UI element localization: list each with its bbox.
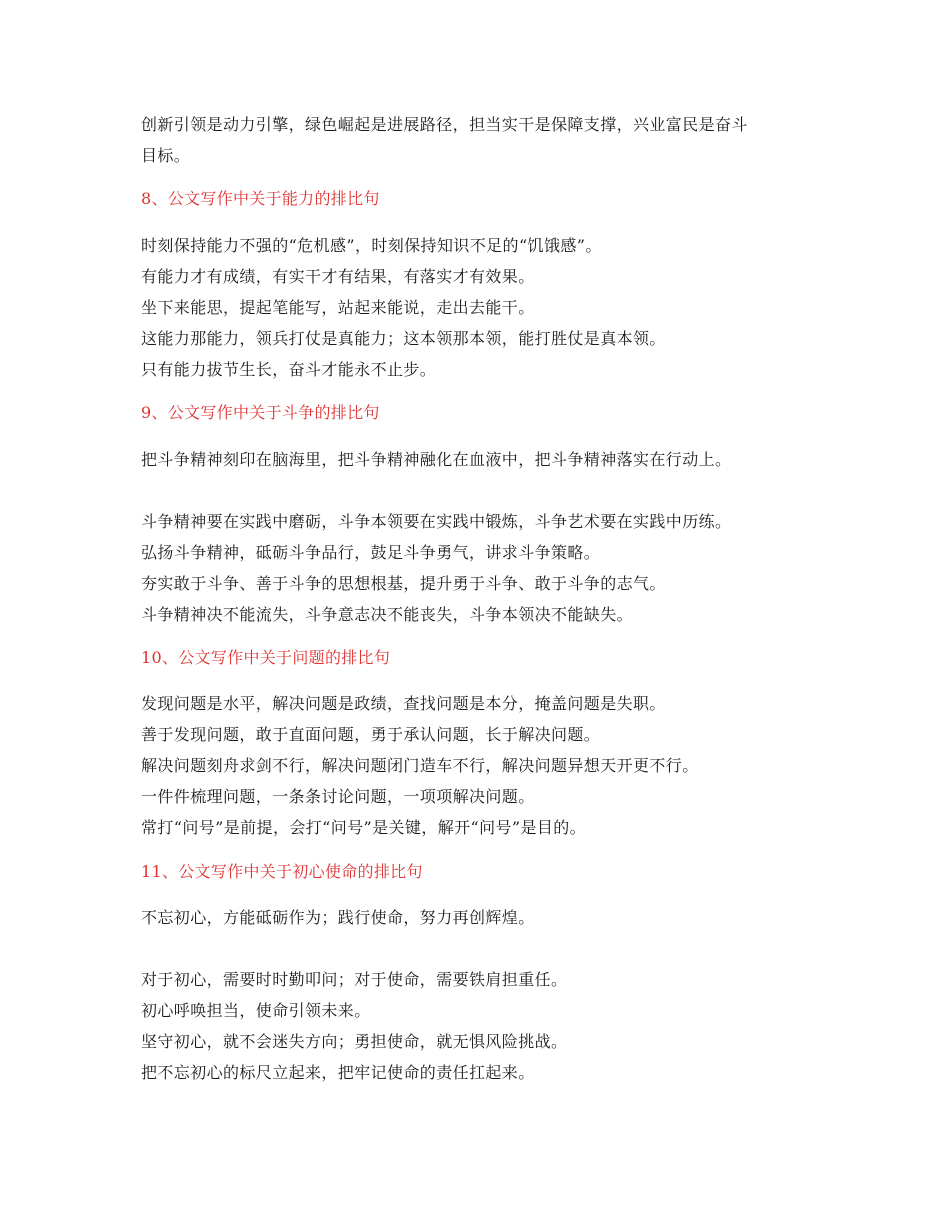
text-line: 发现问题是水平，解决问题是政绩，查找问题是本分，掩盖问题是失职。	[141, 694, 666, 713]
text-line: 初心呼唤担当，使命引领未来。	[141, 1001, 371, 1020]
text-line: 有能力才有成绩，有实干才有结果，有落实才有效果。	[141, 267, 535, 286]
section-11-paragraph-1	[141, 902, 821, 933]
text-line: 时刻保持能力不强的“危机感”，时刻保持知识不足的“饥饿感”。	[141, 236, 602, 255]
text-line: 一件件梳理问题，一条条讨论问题，一项项解决问题。	[141, 787, 535, 806]
section-8-paragraph	[141, 230, 821, 385]
intro-paragraph	[141, 109, 821, 171]
section-heading-10: 10、公文写作中关于问题的排比句	[141, 648, 391, 667]
text-line: 坚守初心，就不会迷失方向；勇担使命，就无惧风险挑战。	[141, 1032, 568, 1051]
text-line: 常打“问号”是前提，会打“问号”是关键，解开“问号”是目的。	[141, 818, 587, 837]
text-line: 对于初心，需要时时勤叩问；对于使命，需要铁肩担重任。	[141, 970, 568, 989]
text-line: 解决问题刻舟求剑不行，解决问题闭门造车不行，解决问题异想天开更不行。	[141, 756, 699, 775]
section-9-paragraph-2	[141, 506, 821, 630]
text-line: 善于发现问题，敢于直面问题，勇于承认问题，长于解决问题。	[141, 725, 601, 744]
text-line: 夯实敢于斗争、善于斗争的思想根基，提升勇于斗争、敢于斗争的志气。	[141, 574, 666, 593]
text-line: 把斗争精神刻印在脑海里，把斗争精神融化在血液中，把斗争精神落实在行动上。	[141, 450, 732, 469]
section-heading-9: 9、公文写作中关于斗争的排比句	[141, 403, 380, 422]
section-9-paragraph-1	[141, 444, 821, 475]
text-line: 弘扬斗争精神，砥砺斗争品行，鼓足斗争勇气，讲求斗争策略。	[141, 543, 601, 562]
text-line: 目标。	[141, 146, 191, 165]
text-line: 不忘初心，方能砥砺作为；践行使命，努力再创辉煌。	[141, 908, 535, 927]
section-heading-11: 11、公文写作中关于初心使命的排比句	[141, 862, 423, 881]
text-line: 只有能力拔节生长，奋斗才能永不止步。	[141, 360, 437, 379]
text-line: 斗争精神决不能流失，斗争意志决不能丧失，斗争本领决不能缺失。	[141, 605, 634, 624]
section-10-paragraph	[141, 688, 821, 843]
text-line: 创新引领是动力引擎，绿色崛起是进展路径，担当实干是保障支撑，兴业富民是奋斗	[141, 115, 748, 134]
text-line: 坐下来能思，提起笔能写，站起来能说，走出去能干。	[141, 298, 535, 317]
section-11-paragraph-2	[141, 964, 821, 1088]
text-line: 这能力那能力，领兵打仗是真能力；这本领那本领，能打胜仗是真本领。	[141, 329, 666, 348]
text-line: 斗争精神要在实践中磨砺，斗争本领要在实践中锻炼，斗争艺术要在实践中历练。	[141, 512, 732, 531]
section-heading-8: 8、公文写作中关于能力的排比句	[141, 189, 380, 208]
text-line: 把不忘初心的标尺立起来，把牢记使命的责任扛起来。	[141, 1063, 535, 1082]
